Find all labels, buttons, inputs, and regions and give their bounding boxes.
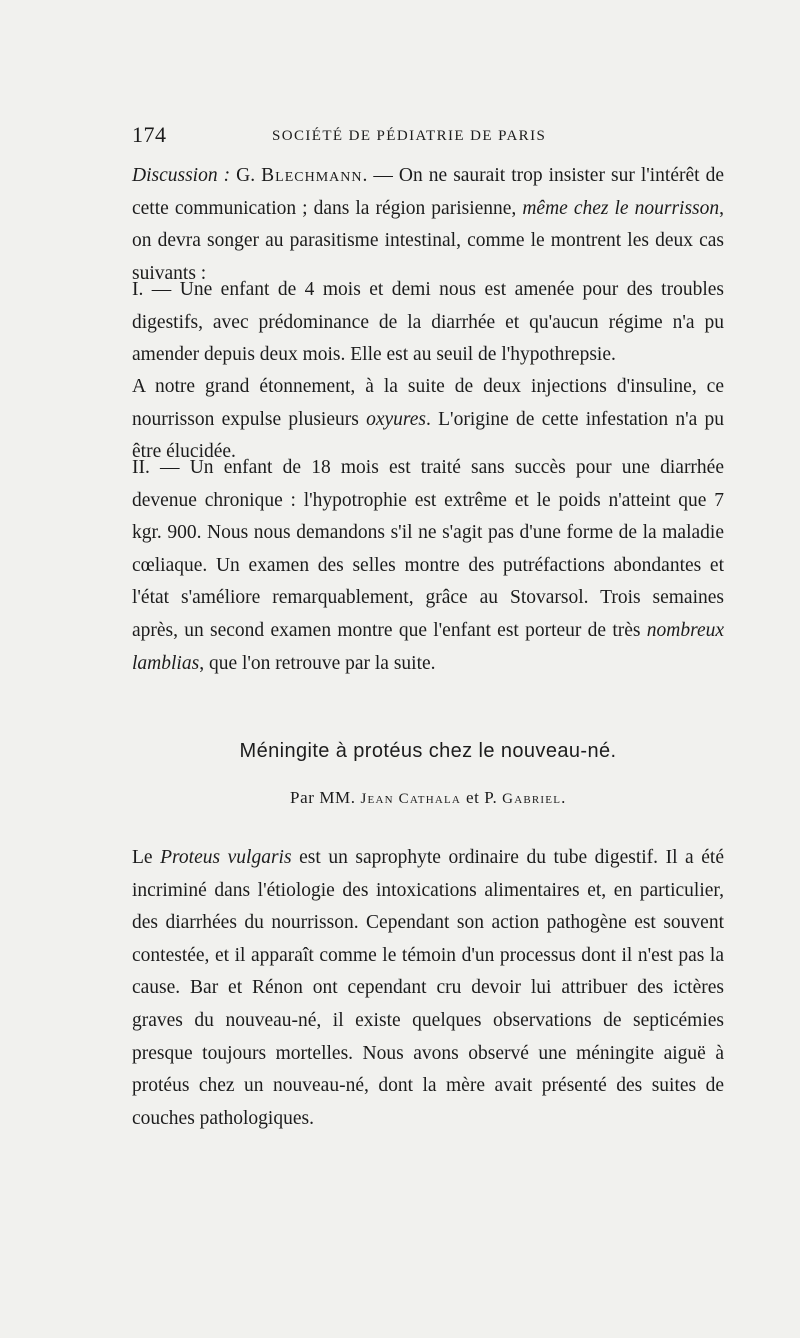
case-1-text: I. — Une enfant de 4 mois et demi nous est amenée pour des troubles digestifs, avec prédominance de la diarrhée et qu'aucun régime n'a pu amender depuis deux mois. Elle est au seuil de l'hypothrepsie. (132, 279, 724, 366)
article-title: Méningite à protéus chez le nouveau-né. (239, 740, 617, 762)
article-paragraph (132, 842, 724, 1135)
article-text-1: Le (132, 847, 153, 868)
authors-suffix: . (561, 788, 566, 807)
speaker-initial: G. (236, 165, 256, 186)
case-1b-text-1: A notre grand étonnement, à la suite de deux injections d'insuline, ce nourrisson expulse plusieurs (132, 376, 724, 430)
intro-text-2: , on devra songer au parasitisme intestinal, comme le montrent les deux cas suivants : (132, 197, 725, 284)
article-text-2: est un saprophyte ordinaire du tube digestif. Il a été incriminé dans l'étiologie des intoxications alimentaires et, en particulier, des diarrhées du nourrisson. Cependant son action pathogène est souvent contestée, et il apparaît comme le témoin d'un processus dont il n'est pas la cause. Bar et Rénon ont cependant cru devoir lui attribuer des ictères graves du nouveau-né, il existe quelques observations de septicémies presque toujours mortelles. Nous avons observé une méningite aiguë à protéus chez un nouveau-né, dont la mère avait présenté des suites de couches pathologiques. (132, 847, 725, 1129)
article-authors (132, 788, 724, 808)
author-1: Jean Cathala (360, 791, 462, 807)
case-1b-italic: oxyures (366, 408, 427, 430)
author-2: Gabriel (502, 791, 562, 807)
case-2-text-2: , que l'on retrouve par la suite. (199, 652, 436, 674)
running-head: SOCIÉTÉ DE PÉDIATRIE DE PARIS (272, 128, 547, 144)
case-1-paragraph (132, 274, 724, 372)
article-italic: Proteus vulgaris (160, 847, 292, 868)
authors-prefix: Par MM. (290, 788, 356, 807)
discussion-paragraph (132, 160, 724, 290)
page-header (132, 120, 724, 156)
page-number: 174 (132, 122, 167, 147)
discussion-label: Discussion : (132, 165, 231, 186)
case-2-paragraph (132, 452, 724, 680)
speaker-name: Blechmann (261, 165, 363, 186)
intro-text-1: . — On ne saurait trop insister sur l'intérêt de cette communication ; dans la région parisienne, (132, 165, 725, 219)
authors-and: et P. (465, 788, 498, 807)
case-1b-text-2: . L'origine de cette infestation n'a pu être élucidée. (132, 408, 725, 463)
discussion-intro (132, 160, 724, 290)
case-2-text-1: II. — Un enfant de 18 mois est traité sans succès pour une diarrhée devenue chronique : l'hypotrophie est extrême et le poids n'atteint que 7 kgr. 900. Nous nous demandons s'il ne s'agit pas d'une forme de la maladie cœliaque. Un examen des selles montre des putréfactions abondantes et l'état s'améliore remarquablement, grâce au Stovarsol. Trois semaines après, un second examen montre que l'enfant est porteur de très (132, 457, 724, 641)
case-2-italic: nombreux lamblias (132, 619, 725, 674)
intro-italic: même chez le nourrisson (522, 197, 720, 219)
